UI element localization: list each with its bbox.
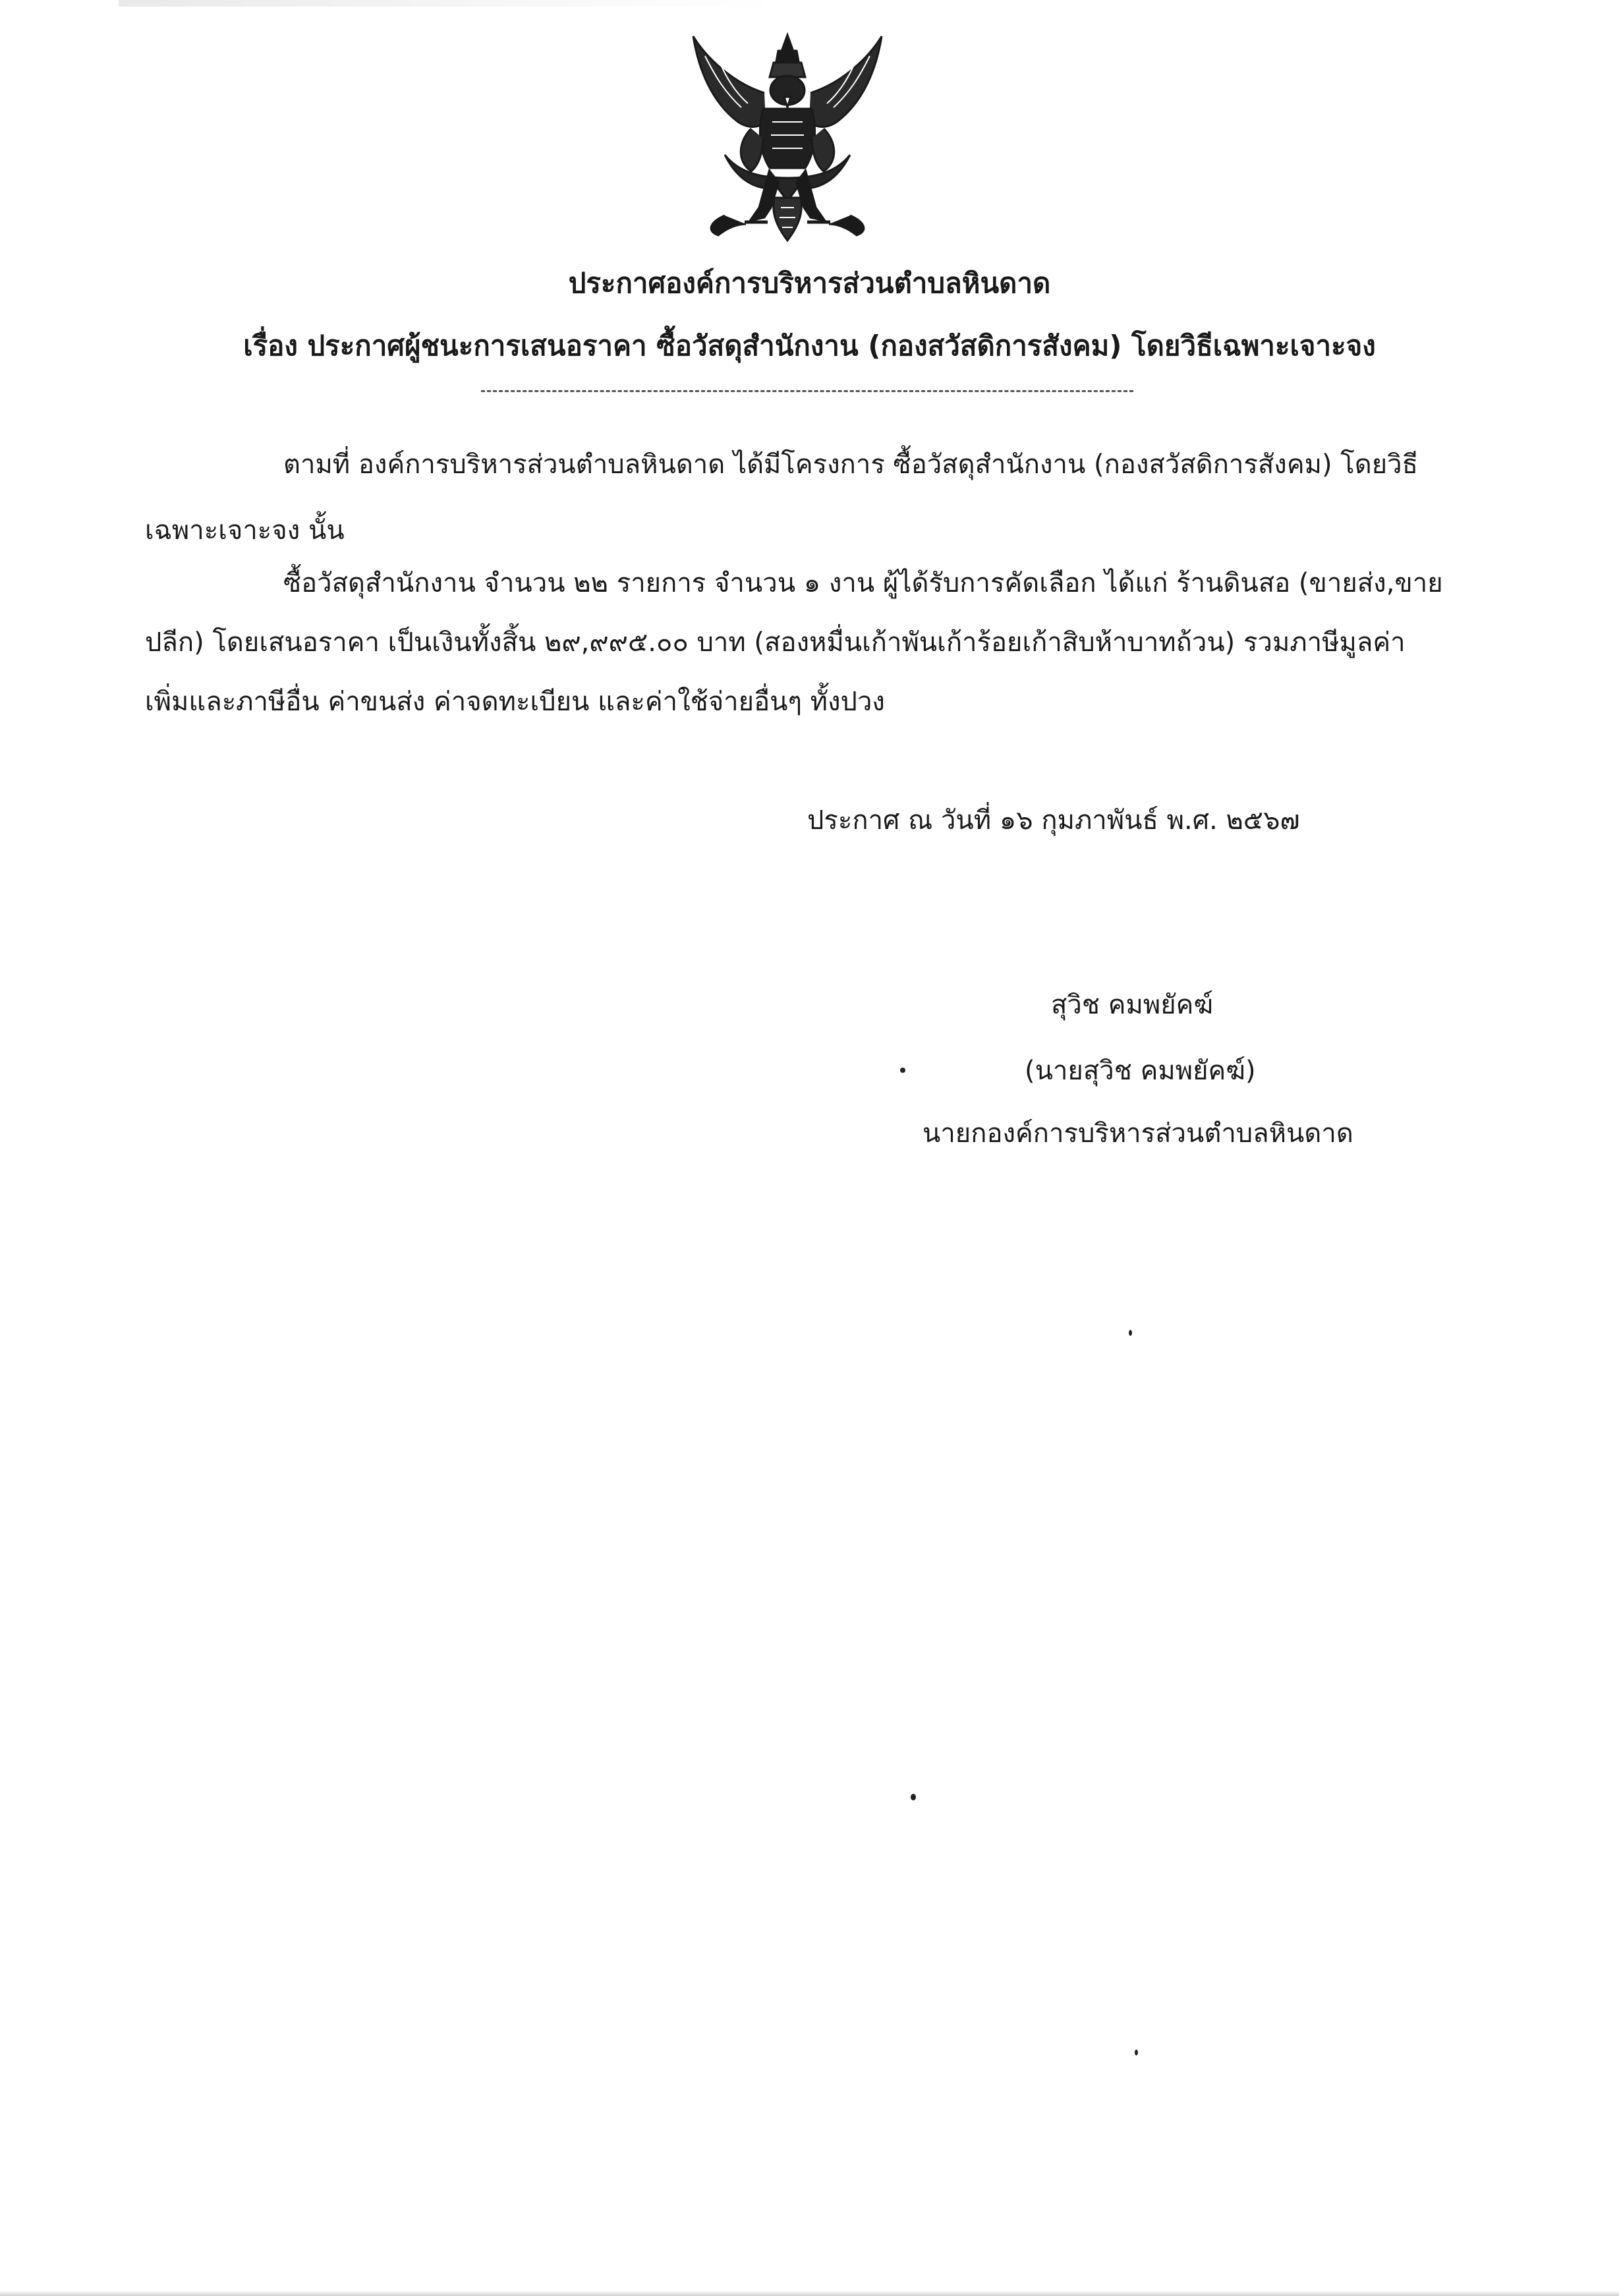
- signer-full-name: (นายสุวิช คมพยัคฆ์): [1025, 1056, 1256, 1086]
- garuda-emblem-icon: [685, 30, 890, 247]
- paragraph-2-line-1: ซื้อวัสดุสำนักงาน จำนวน ๒๒ รายการ จำนวน ๑ งาน ผู้ได้รับการคัดเลือก ได้แก่ ร้านดินสอ (ขายส่ง,ขาย: [283, 568, 1443, 598]
- announcement-subject: เรื่อง ประกาศผู้ชนะการเสนอราคา ซื้อวัสดุสำนักงาน (กองสวัสดิการสังคม) โดยวิธีเฉพาะเจาะจง: [243, 330, 1376, 362]
- signer-signature: สุวิช คมพยัคฆ์: [1051, 990, 1214, 1020]
- paragraph-2-line-2: ปลีก) โดยเสนอราคา เป็นเงินทั้งสิ้น ๒๙,๙๙๕.๐๐ บาท (สองหมื่นเก้าพันเก้าร้อยเก้าสิบห้าบาทถ้วน) รวมภาษีมูลค่า: [145, 627, 1406, 658]
- dashed-divider: [481, 390, 1133, 392]
- scan-speck: [911, 1794, 916, 1800]
- scan-edge: [0, 2291, 1619, 2296]
- scan-speck: [1129, 1330, 1132, 1336]
- scan-artifact: [119, 0, 778, 7]
- announcement-date: ประกาศ ณ วันที่ ๑๖ กุมภาพันธ์ พ.ศ. ๒๕๖๗: [807, 805, 1300, 836]
- paragraph-1-line-1: ตามที่ องค์การบริหารส่วนตำบลหินดาด ได้มีโครงการ ซื้อวัสดุสำนักงาน (กองสวัสดิการสังคม) โดยวิธี: [283, 449, 1419, 480]
- signer-title: นายกองค์การบริหารส่วนตำบลหินดาด: [923, 1118, 1353, 1149]
- announcement-heading: ประกาศองค์การบริหารส่วนตำบลหินดาด: [568, 267, 1051, 299]
- scan-speck: [1135, 2050, 1138, 2055]
- paragraph-1-line-2: เฉพาะเจาะจง นั้น: [145, 515, 345, 546]
- paragraph-2-line-3: เพิ่มและภาษีอื่น ค่าขนส่ง ค่าจดทะเบียน และค่าใช้จ่ายอื่นๆ ทั้งปวง: [145, 687, 885, 717]
- scan-speck: [900, 1068, 905, 1073]
